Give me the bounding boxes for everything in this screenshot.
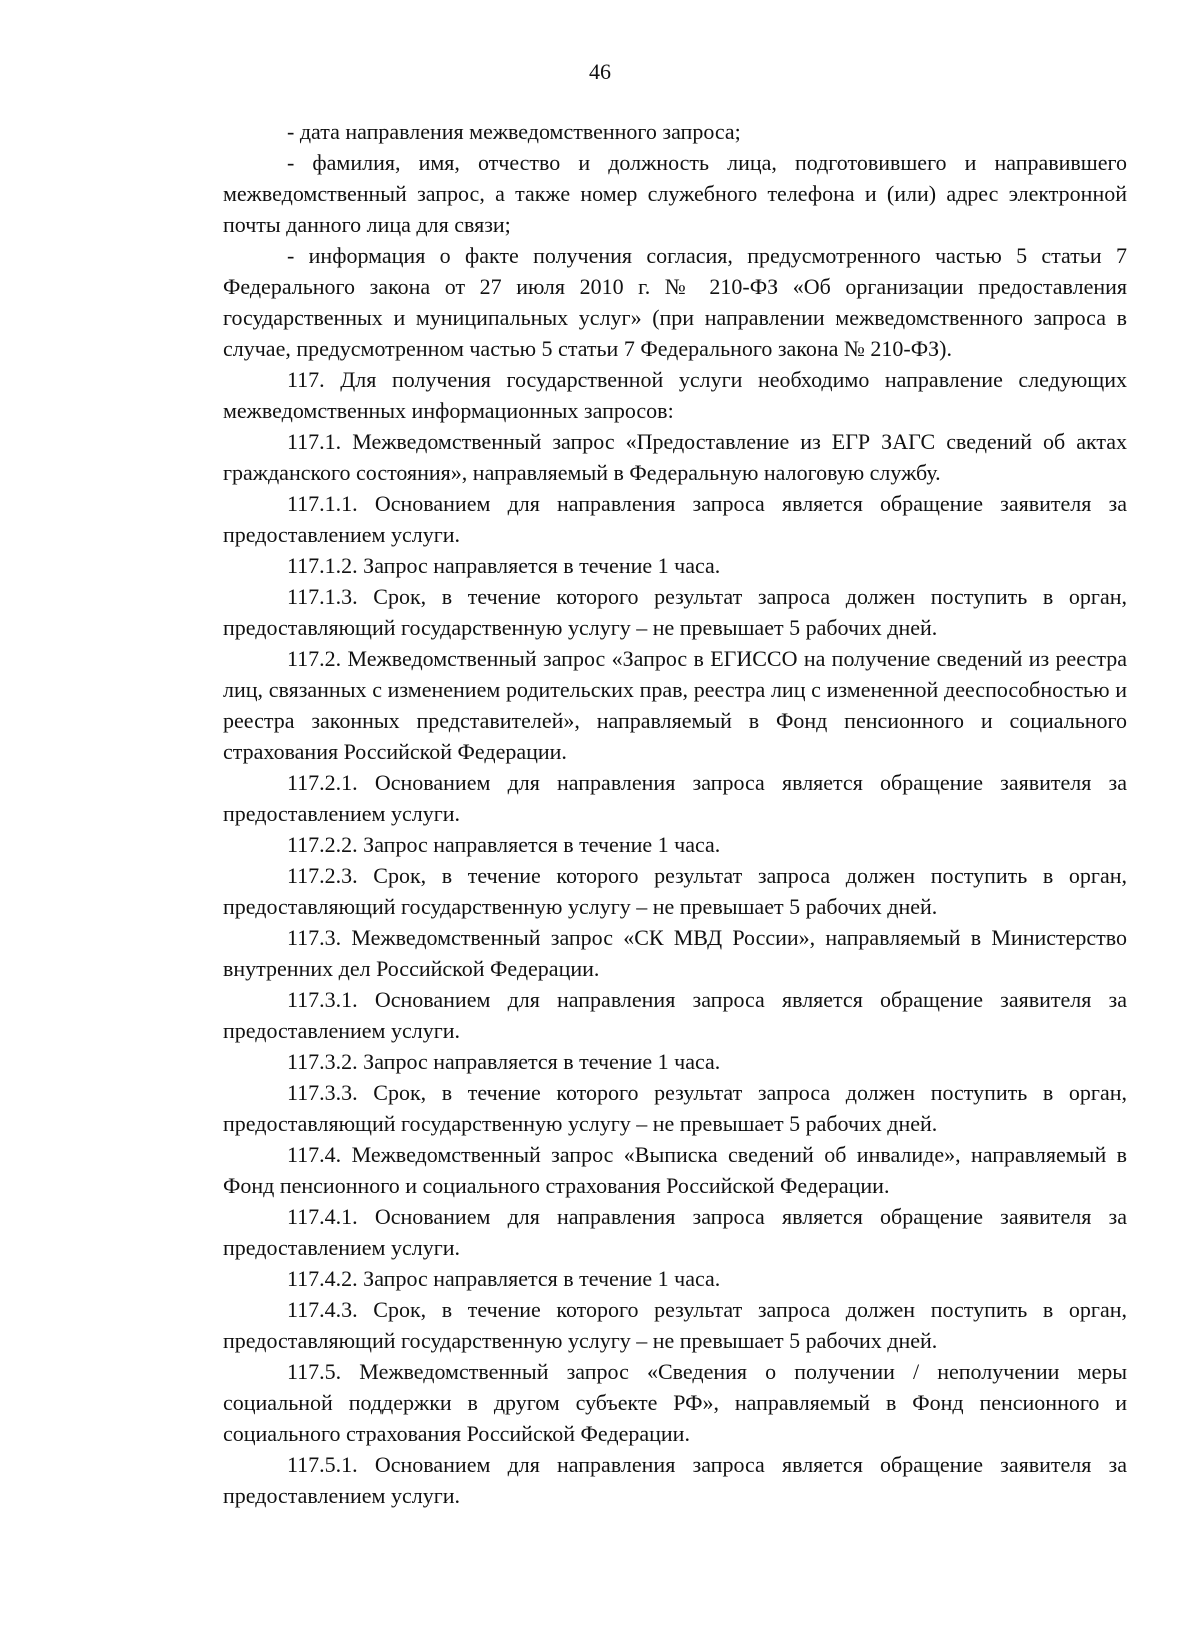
clause-117-2-1: 117.2.1. Основанием для направления запроса является обращение заявителя за предоставлением услуги. bbox=[223, 770, 1127, 826]
clause-117-5-1: 117.5.1. Основанием для направления запроса является обращение заявителя за предоставлением услуги. bbox=[223, 1452, 1127, 1508]
clause-117-4: 117.4. Межведомственный запрос «Выписка сведений об инвалиде», направляемый в Фонд пенсионного и социального страхования Российской Федерации. bbox=[223, 1142, 1127, 1198]
clause-117-2-3: 117.2.3. Срок, в течение которого результат запроса должен поступить в орган, предоставляющий государственную услугу – не превышает 5 рабочих дней. bbox=[223, 863, 1127, 919]
clause-117-1: 117.1. Межведомственный запрос «Предоставление из ЕГР ЗАГС сведений об актах гражданского состояния», направляемый в Федеральную налоговую службу. bbox=[223, 429, 1127, 485]
clause-117-3-3: 117.3.3. Срок, в течение которого результат запроса должен поступить в орган, предоставляющий государственную услугу – не превышает 5 рабочих дней. bbox=[223, 1080, 1127, 1136]
list-item-sender-details: - фамилия, имя, отчество и должность лица, подготовившего и направившего межведомственный запрос, а также номер служебного телефона и (или) адрес электронной почты данного лица для связи; bbox=[223, 150, 1127, 237]
clause-117-1-2: 117.1.2. Запрос направляется в течение 1 часа. bbox=[287, 553, 721, 578]
clause-117-4-2: 117.4.2. Запрос направляется в течение 1 часа. bbox=[287, 1266, 721, 1291]
document-body bbox=[223, 116, 1127, 1511]
clause-117-2: 117.2. Межведомственный запрос «Запрос в ЕГИССО на получение сведений из реестра лиц, связанных с изменением родительских прав, реестра лиц с измененной дееспособностью и реестра законных представителей», направляемый в Фонд пенсионного и социального страхования Российской Федерации. bbox=[223, 646, 1127, 764]
clause-117-1-1: 117.1.1. Основанием для направления запроса является обращение заявителя за предоставлением услуги. bbox=[223, 491, 1127, 547]
clause-117-4-3: 117.4.3. Срок, в течение которого результат запроса должен поступить в орган, предоставляющий государственную услугу – не превышает 5 рабочих дней. bbox=[223, 1297, 1127, 1353]
clause-117-3-1: 117.3.1. Основанием для направления запроса является обращение заявителя за предоставлением услуги. bbox=[223, 987, 1127, 1043]
clause-117-1-3: 117.1.3. Срок, в течение которого результат запроса должен поступить в орган, предоставляющий государственную услугу – не превышает 5 рабочих дней. bbox=[223, 584, 1127, 640]
list-item-request-date: - дата направления межведомственного запроса; bbox=[287, 119, 741, 144]
clause-117-5: 117.5. Межведомственный запрос «Сведения о получении / неполучении меры социальной поддержки в другом субъекте РФ», направляемый в Фонд пенсионного и социального страхования Российской Федерации. bbox=[223, 1359, 1127, 1446]
clause-117-3-2: 117.3.2. Запрос направляется в течение 1 часа. bbox=[287, 1049, 721, 1074]
clause-117-3: 117.3. Межведомственный запрос «СК МВД России», направляемый в Министерство внутренних дел Российской Федерации. bbox=[223, 925, 1127, 981]
clause-117-4-1: 117.4.1. Основанием для направления запроса является обращение заявителя за предоставлением услуги. bbox=[223, 1204, 1127, 1260]
clause-117: 117. Для получения государственной услуги необходимо направление следующих межведомственных информационных запросов: bbox=[223, 367, 1127, 423]
clause-117-2-2: 117.2.2. Запрос направляется в течение 1 часа. bbox=[287, 832, 721, 857]
list-item-consent-info: - информация о факте получения согласия, предусмотренного частью 5 статьи 7 Федерального закона от 27 июля 2010 г. № 210-ФЗ «Об организации предоставления государственных и муниципальных услуг» (при направлении межведомственного запроса в случае, предусмотренном частью 5 статьи 7 Федерального закона № 210-ФЗ). bbox=[223, 243, 1127, 361]
page-number: 46 bbox=[589, 59, 611, 84]
